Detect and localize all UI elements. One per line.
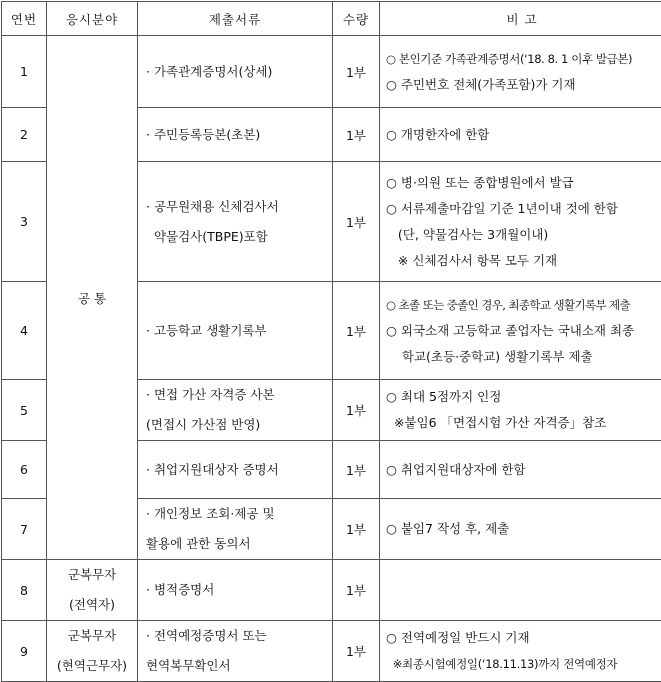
qty-cell: 1부 — [333, 380, 380, 441]
table-row — [2, 621, 661, 682]
note-line: ※붙임6 「면접시험 가산 자격증」참조 — [386, 410, 661, 436]
doc-line: · 면접 가산 자격증 사본 — [146, 380, 332, 410]
row-no: 6 — [2, 441, 47, 499]
doc-cell — [138, 162, 333, 282]
note-line: ○ 서류제출마감일 기준 1년이내 것에 한함 — [386, 196, 661, 222]
qty-cell: 1부 — [333, 282, 380, 380]
note-cell — [380, 499, 661, 560]
doc-line: (면접시 가산점 반영) — [146, 410, 332, 440]
header-note: 비 고 — [380, 2, 661, 36]
doc-line: · 취업지원대상자 증명서 — [146, 455, 332, 485]
note-line: ○ 병·의원 또는 종합병원에서 발급 — [386, 170, 661, 196]
note-line: ○ 최대 5점까지 인정 — [386, 384, 661, 410]
header-field: 응시분야 — [47, 2, 138, 36]
doc-line: · 공무원채용 신체검사서 — [146, 192, 332, 222]
field-line: 군복무자 — [47, 621, 137, 651]
doc-line: · 주민등록등본(초본) — [146, 120, 332, 150]
note-line: ○ 주민번호 전체(가족포함)가 기재 — [386, 72, 661, 98]
doc-line: · 전역예정증명서 또는 — [146, 621, 332, 651]
qty-cell: 1부 — [333, 36, 380, 108]
doc-line: 약물검사(TBPE)포함 — [146, 222, 332, 252]
doc-line: · 가족관계증명서(상세) — [146, 57, 332, 87]
qty-cell: 1부 — [333, 499, 380, 560]
doc-cell — [138, 282, 333, 380]
note-line: ○ 외국소재 고등학교 졸업자는 국내소재 최종 — [386, 318, 661, 344]
documents-table — [1, 1, 661, 682]
row-no: 9 — [2, 621, 47, 682]
doc-cell — [138, 36, 333, 108]
field-line: 군복무자 — [47, 560, 137, 590]
row-no: 8 — [2, 560, 47, 621]
note-line: ○ 본인기준 가족관계증명서(‘18. 8. 1 이후 발급본) — [386, 46, 661, 72]
field-cell — [47, 621, 138, 682]
row-no: 4 — [2, 282, 47, 380]
doc-line: · 병적증명서 — [146, 575, 332, 605]
doc-cell — [138, 108, 333, 162]
qty-cell: 1부 — [333, 560, 380, 621]
note-line: ※최종시험예정일(‘18.11.13)까지 전역예정자 — [386, 651, 661, 677]
field-line: (전역자) — [47, 590, 137, 620]
doc-line: 활용에 관한 동의서 — [146, 529, 332, 559]
qty-cell: 1부 — [333, 162, 380, 282]
note-line: 학교(초등·중학교) 생활기록부 제출 — [386, 344, 661, 370]
note-cell — [380, 560, 661, 621]
table-row — [2, 560, 661, 621]
doc-cell — [138, 499, 333, 560]
note-cell — [380, 621, 661, 682]
qty-cell: 1부 — [333, 108, 380, 162]
table-row — [2, 36, 661, 108]
row-no: 1 — [2, 36, 47, 108]
doc-cell — [138, 441, 333, 499]
doc-cell — [138, 560, 333, 621]
field-line: (현역근무자) — [47, 651, 137, 681]
field-cell — [47, 560, 138, 621]
note-cell — [380, 282, 661, 380]
header-qty: 수량 — [333, 2, 380, 36]
doc-line: 현역복무확인서 — [146, 651, 332, 681]
row-no: 2 — [2, 108, 47, 162]
doc-line: · 고등학교 생활기록부 — [146, 316, 332, 346]
row-no: 7 — [2, 499, 47, 560]
doc-cell — [138, 621, 333, 682]
qty-cell: 1부 — [333, 441, 380, 499]
qty-cell: 1부 — [333, 621, 380, 682]
note-line: ○ 취업지원대상자에 한함 — [386, 457, 661, 483]
note-line: ○ 초졸 또는 중졸인 경우, 최종학교 생활기록부 제출 — [386, 292, 661, 318]
note-line: ○ 개명한자에 한함 — [386, 122, 661, 148]
note-line: (단, 약물검사는 3개월이내) — [386, 222, 661, 248]
note-cell — [380, 108, 661, 162]
note-line: ○ 붙임7 작성 후, 제출 — [386, 516, 661, 542]
field-common: 공 통 — [47, 36, 138, 560]
row-no: 5 — [2, 380, 47, 441]
note-line: ※ 신체검사서 항목 모두 기재 — [386, 248, 661, 274]
note-cell — [380, 162, 661, 282]
note-cell — [380, 380, 661, 441]
doc-cell — [138, 380, 333, 441]
note-cell — [380, 441, 661, 499]
note-line: ○ 전역예정일 반드시 기재 — [386, 625, 661, 651]
header-row — [2, 2, 661, 36]
doc-line: · 개인정보 조회·제공 및 — [146, 499, 332, 529]
row-no: 3 — [2, 162, 47, 282]
header-no: 연번 — [2, 2, 47, 36]
note-cell — [380, 36, 661, 108]
header-docs: 제출서류 — [138, 2, 333, 36]
